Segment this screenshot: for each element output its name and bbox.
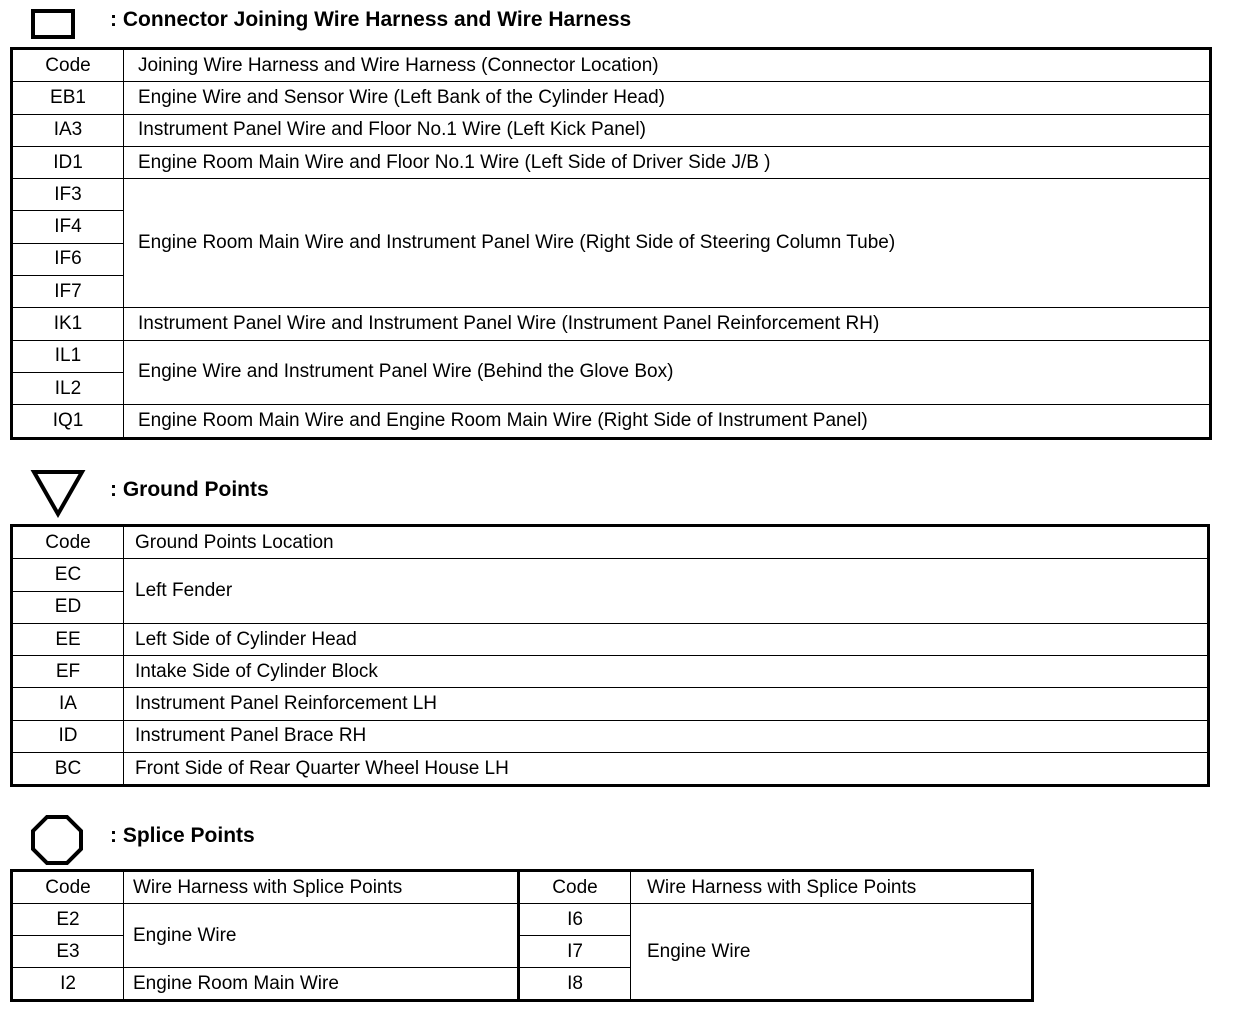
harness-cell: Engine Room Main Wire bbox=[124, 968, 519, 1001]
table-row bbox=[12, 559, 1209, 591]
splice-octagon-icon bbox=[30, 814, 84, 866]
harness-cell: Engine Wire bbox=[124, 904, 519, 968]
table-row bbox=[12, 656, 1209, 688]
code-cell: EC bbox=[12, 559, 124, 591]
table-header-row bbox=[12, 871, 1033, 904]
code-cell: EE bbox=[12, 623, 124, 655]
code-cell: IF6 bbox=[12, 243, 124, 275]
location-cell: Intake Side of Cylinder Block bbox=[124, 656, 1209, 688]
code-cell: IF4 bbox=[12, 211, 124, 243]
code-cell: E2 bbox=[12, 904, 124, 936]
table-row bbox=[12, 340, 1211, 372]
code-cell: I2 bbox=[12, 968, 124, 1001]
table-header-row bbox=[12, 526, 1209, 559]
table-row bbox=[12, 146, 1211, 178]
location-cell: Engine Room Main Wire and Engine Room Main Wire (Right Side of Instrument Panel) bbox=[124, 405, 1211, 438]
connector-section-title: : Connector Joining Wire Harness and Wire Harness bbox=[110, 8, 632, 31]
table-row bbox=[12, 688, 1209, 720]
ground-section-title: : Ground Points bbox=[110, 478, 269, 501]
code-cell: E3 bbox=[12, 936, 124, 968]
splice-table bbox=[10, 869, 1034, 1002]
code-cell: IK1 bbox=[12, 308, 124, 340]
code-header: Code bbox=[12, 526, 124, 559]
code-cell: EB1 bbox=[12, 82, 124, 114]
table-row bbox=[12, 308, 1211, 340]
connector-square-icon bbox=[30, 8, 76, 40]
code-header: Code bbox=[519, 871, 631, 904]
table-row bbox=[12, 623, 1209, 655]
table-row bbox=[12, 720, 1209, 752]
code-cell: IA bbox=[12, 688, 124, 720]
location-header: Ground Points Location bbox=[124, 526, 1209, 559]
code-cell: BC bbox=[12, 753, 124, 786]
harness-header: Wire Harness with Splice Points bbox=[124, 871, 519, 904]
location-cell: Engine Wire and Instrument Panel Wire (Behind the Glove Box) bbox=[124, 340, 1211, 405]
location-cell: Left Fender bbox=[124, 559, 1209, 624]
location-cell: Front Side of Rear Quarter Wheel House LH bbox=[124, 753, 1209, 786]
code-cell: I7 bbox=[519, 936, 631, 968]
table-row bbox=[12, 904, 1033, 936]
code-cell: EF bbox=[12, 656, 124, 688]
harness-cell: Engine Wire bbox=[631, 904, 1033, 1001]
code-cell: ID1 bbox=[12, 146, 124, 178]
code-cell: IF3 bbox=[12, 179, 124, 211]
code-cell: IF7 bbox=[12, 276, 124, 308]
code-cell: IA3 bbox=[12, 114, 124, 146]
location-cell: Instrument Panel Wire and Floor No.1 Wire (Left Kick Panel) bbox=[124, 114, 1211, 146]
code-header: Code bbox=[12, 49, 124, 82]
connector-table bbox=[10, 47, 1212, 440]
code-cell: I6 bbox=[519, 904, 631, 936]
code-cell: ED bbox=[12, 591, 124, 623]
code-cell: IQ1 bbox=[12, 405, 124, 438]
location-cell: Instrument Panel Reinforcement LH bbox=[124, 688, 1209, 720]
ground-table bbox=[10, 524, 1210, 787]
location-cell: Instrument Panel Brace RH bbox=[124, 720, 1209, 752]
location-cell: Instrument Panel Wire and Instrument Panel Wire (Instrument Panel Reinforcement RH) bbox=[124, 308, 1211, 340]
table-row bbox=[12, 405, 1211, 438]
splice-section-title: : Splice Points bbox=[110, 824, 255, 847]
table-row bbox=[12, 179, 1211, 211]
table-row bbox=[12, 114, 1211, 146]
location-cell: Left Side of Cylinder Head bbox=[124, 623, 1209, 655]
harness-header: Wire Harness with Splice Points bbox=[631, 871, 1033, 904]
code-cell: I8 bbox=[519, 968, 631, 1001]
location-cell: Engine Room Main Wire and Floor No.1 Wire (Left Side of Driver Side J/B ) bbox=[124, 146, 1211, 178]
code-cell: IL2 bbox=[12, 372, 124, 404]
location-cell: Engine Room Main Wire and Instrument Panel Wire (Right Side of Steering Column Tube) bbox=[124, 179, 1211, 308]
code-cell: ID bbox=[12, 720, 124, 752]
table-row bbox=[12, 82, 1211, 114]
code-cell: IL1 bbox=[12, 340, 124, 372]
location-cell: Engine Wire and Sensor Wire (Left Bank of the Cylinder Head) bbox=[124, 82, 1211, 114]
table-row bbox=[12, 753, 1209, 786]
table-header-row bbox=[12, 49, 1211, 82]
ground-triangle-icon bbox=[30, 468, 86, 518]
code-header: Code bbox=[12, 871, 124, 904]
location-header: Joining Wire Harness and Wire Harness (Connector Location) bbox=[124, 49, 1211, 82]
